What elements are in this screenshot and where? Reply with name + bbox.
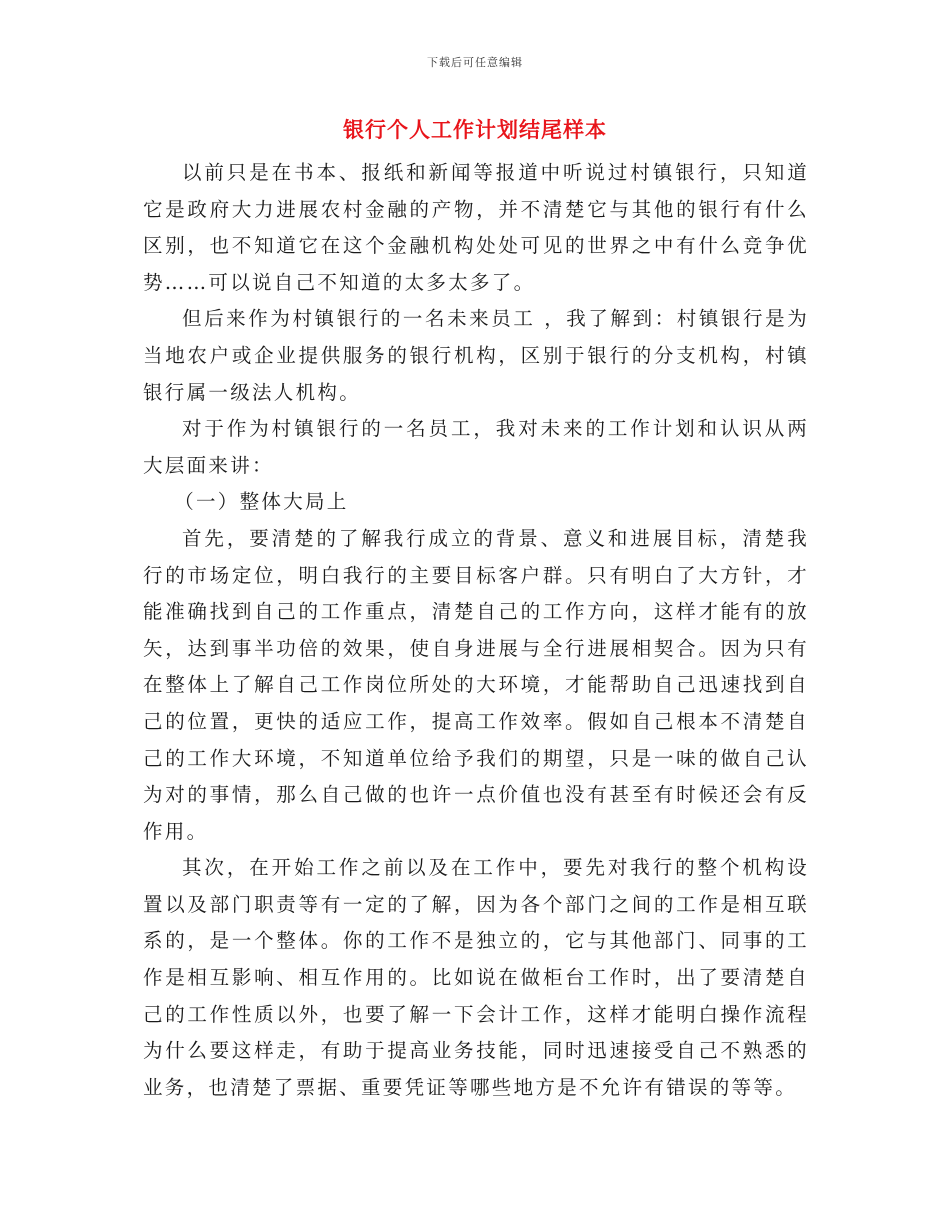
paragraph-second: 其次，在开始工作之前以及在工作中，要先对我行的整个机构设置以及部门职责等有一定的了解，因为各个部门之间的工作是相互联系的，是一个整体。你的工作不是独立的，它与其他部门、同事的工作是相互影响、相互作用的。比如说在做柜台工作时，出了要清楚自己的工作性质以外，也要了解一下会计工作，这样才能明白操作流程为什么要这样走，有助于提高业务技能，同时迅速接受自己不熟悉的业务，也清楚了票据、重要凭证等哪些地方是不允许有错误的等等。 <box>143 856 809 1099</box>
paragraph-plan-overview: 对于作为村镇银行的一名员工，我对未来的工作计划和认识从两大层面来讲： <box>143 417 809 477</box>
paragraph-intro: 以前只是在书本、报纸和新闻等报道中听说过村镇银行，只知道它是政府大力进展农村金融的产物，并不清楚它与其他的银行有什么区别，也不知道它在这个金融机构处处可见的世界之中有什么竞争优势……可以说自己不知道的太多太多了。 <box>143 161 809 294</box>
document-title: 银行个人工作计划结尾样本 <box>343 117 607 142</box>
header-note: 下载后可任意编辑 <box>427 56 523 69</box>
paragraph-first: 首先，要清楚的了解我行成立的背景、意义和进展目标，清楚我行的市场定位，明白我行的主要目标客户群。只有明白了大方针，才能准确找到自己的工作重点，清楚自己的工作方向，这样才能有的放矢，达到事半功倍的效果，使自身进展与全行进展相契合。因为只有在整体上了解自己工作岗位所处的大环境，才能帮助自己迅速找到自己的位置，更快的适应工作，提高工作效率。假如自己根本不清楚自己的工作大环境，不知道单位给予我们的期望，只是一味的做自己认为对的事情，那么自己做的也许一点价值也没有甚至有时候还会有反作用。 <box>143 526 809 843</box>
document-body <box>143 155 809 1106</box>
paragraph-understanding: 但后来作为村镇银行的一名未来员工 ，我了解到：村镇银行是为当地农户或企业提供服务的银行机构，区别于银行的分支机构，村镇银行属一级法人机构。 <box>143 307 809 404</box>
section-heading-overall: （一）整体大局上 <box>174 490 349 514</box>
